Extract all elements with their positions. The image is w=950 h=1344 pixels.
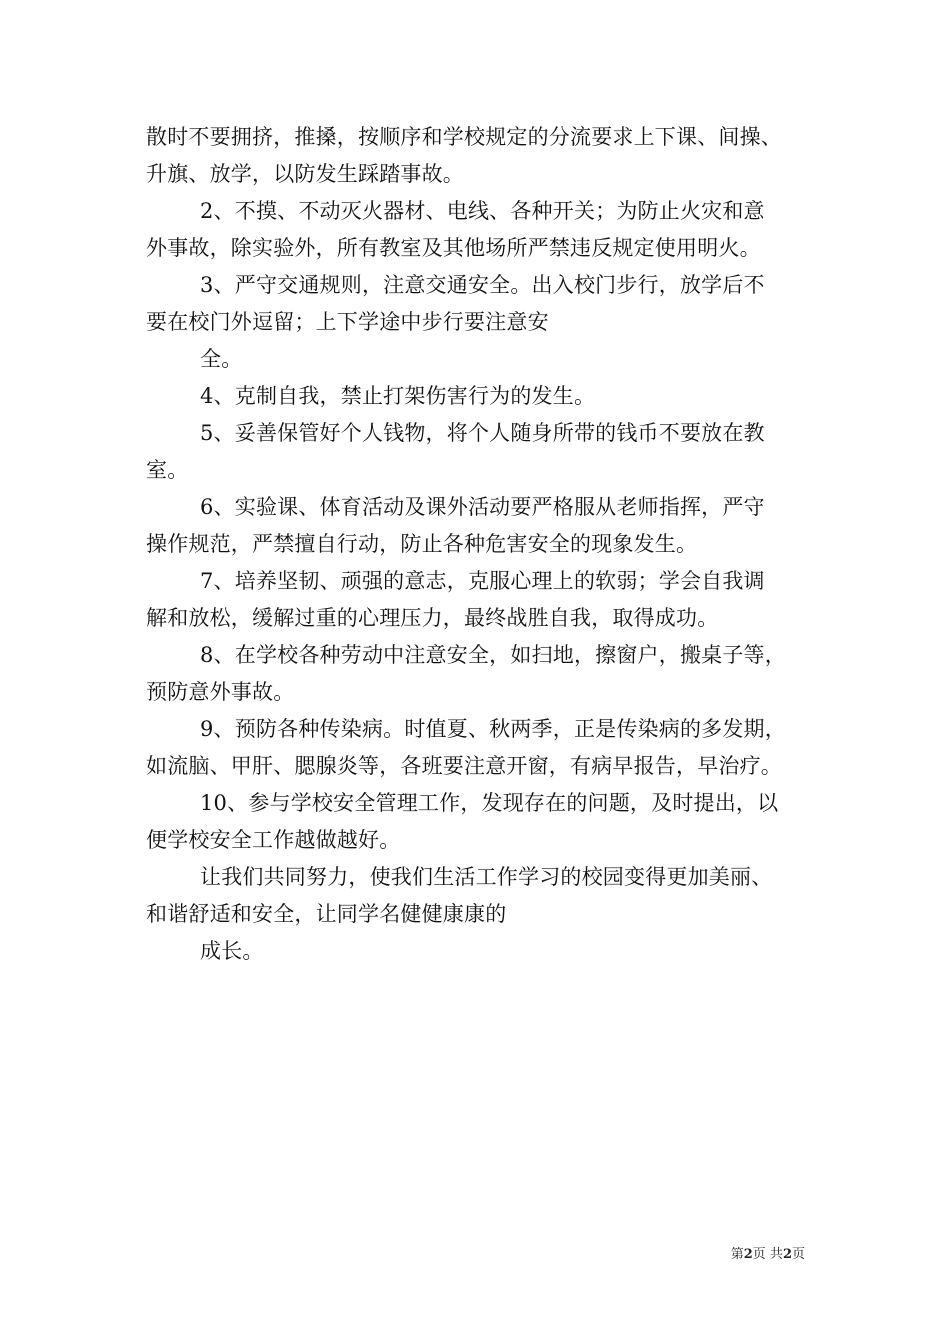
footer-prefix: 第: [730, 1247, 744, 1262]
text-line: 成长。: [200, 939, 264, 963]
text-line: 全。: [200, 347, 243, 371]
text-line: 3、严守交通规则，注意交通安全。出入校门步行，放学后不: [200, 273, 765, 297]
text-line: 9、预防各种传染病。时值夏、秋两季，正是传染病的多发期，: [200, 717, 786, 741]
text-line: 如流脑、甲肝、腮腺炎等，各班要注意开窗，有病早报告，早治疗。: [146, 754, 782, 778]
text-line: 要在校门外逗留；上下学途中步行要注意安: [146, 310, 549, 334]
text-line: 2、不摸、不动灭火器材、电线、各种开关；为防止火灾和意: [200, 199, 765, 223]
text-line: 升旗、放学，以防发生踩踏事故。: [146, 162, 464, 186]
footer-middle: 页 共: [752, 1247, 783, 1262]
text-line: 操作规范，严禁擅自行动，防止各种危害安全的现象发生。: [146, 532, 698, 556]
text-line: 便学校安全工作越做越好。: [146, 828, 401, 852]
text-line: 6、实验课、体育活动及课外活动要严格服从老师指挥，严守: [200, 495, 765, 519]
text-line: 室。: [146, 458, 189, 482]
footer-suffix: 页: [791, 1247, 805, 1262]
text-line: 4、克制自我，禁止打架伤害行为的发生。: [200, 384, 596, 408]
text-line: 让我们共同努力，使我们生活工作学习的校园变得更加美丽、: [200, 865, 773, 889]
current-page-number: 2: [743, 1247, 753, 1262]
text-line: 10、参与学校安全管理工作，发现存在的问题，及时提出，以: [200, 791, 779, 815]
text-line: 5、妥善保管好个人钱物，将个人随身所带的钱币不要放在教: [200, 421, 765, 445]
page-number-footer: [731, 1246, 805, 1264]
text-line: 预防意外事故。: [146, 680, 295, 704]
document-body: [146, 119, 836, 970]
text-line: 7、培养坚韧、顽强的意志，克服心理上的软弱；学会自我调: [200, 569, 765, 593]
text-line: 和谐舒适和安全，让同学名健健康康的: [146, 902, 507, 926]
text-line: 8、在学校各种劳动中注意安全，如扫地，擦窗户，搬桌子等，: [200, 643, 786, 667]
text-line: 散时不要拥挤，推搡，按顺序和学校规定的分流要求上下课、间操、: [146, 125, 782, 149]
text-line: 外事故，除实验外，所有教室及其他场所严禁违反规定使用明火。: [146, 236, 761, 260]
text-line: 解和放松，缓解过重的心理压力，最终战胜自我，取得成功。: [146, 606, 719, 630]
total-page-number: 2: [782, 1247, 792, 1262]
